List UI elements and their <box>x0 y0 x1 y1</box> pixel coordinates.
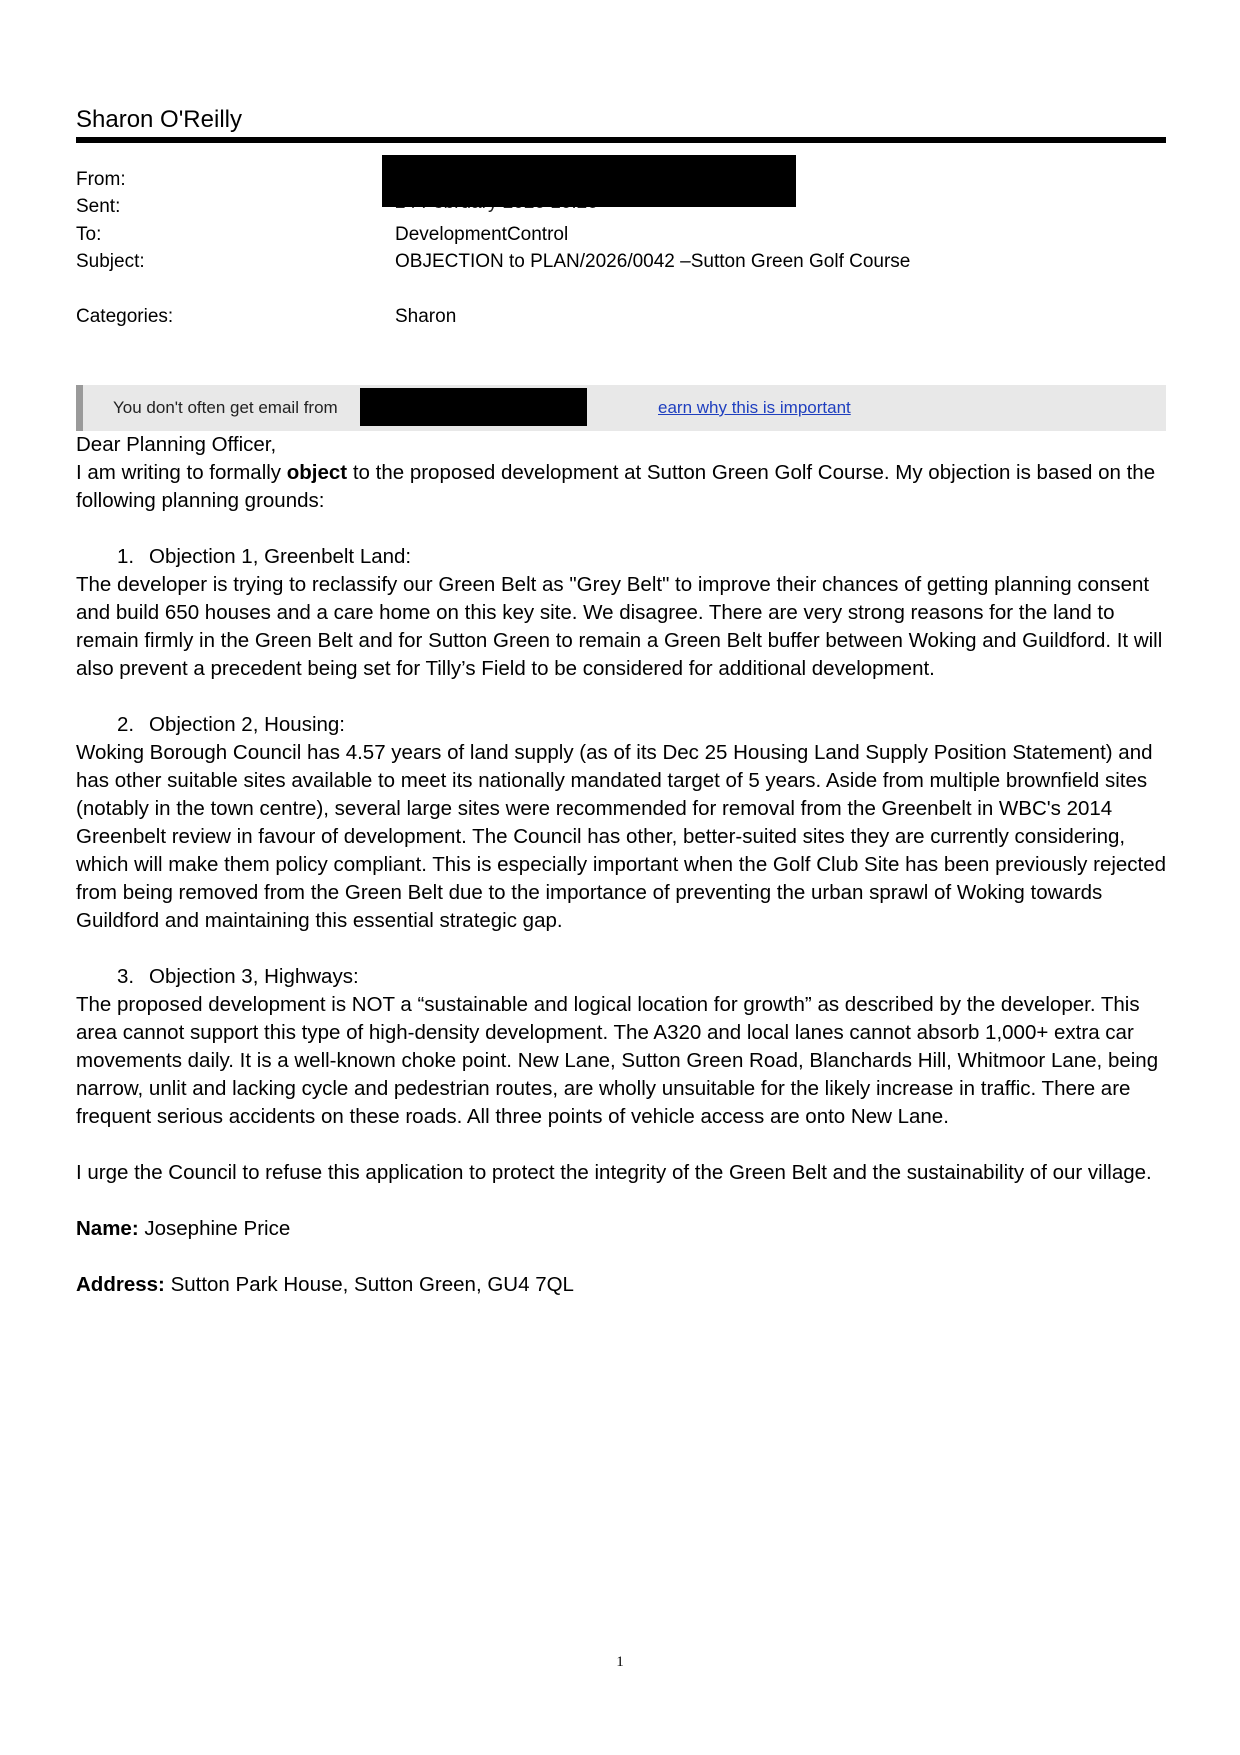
page-number: 1 <box>616 1654 624 1670</box>
redaction-block <box>360 388 587 426</box>
closing-paragraph: I urge the Council to refuse this application to protect the integrity of the Green Belt and the sustainability of our village. <box>76 1161 1152 1184</box>
banner-text: You don't often get email from <box>113 398 338 417</box>
categories-label: Categories: <box>76 306 174 327</box>
signature-name <box>76 1215 1171 1243</box>
intro-text: to the proposed development at Sutton Green Golf Course. My objection is based on the following planning grounds: <box>76 461 1156 512</box>
objection-heading: 1. Objection 1, Greenbelt Land: <box>117 545 412 568</box>
objection-heading: 3. Objection 3, Highways: <box>117 965 359 988</box>
objection-heading: 2. Objection 2, Housing: <box>117 713 346 736</box>
header-rule <box>76 137 1166 143</box>
email-body <box>76 431 1171 1299</box>
intro-text: I am writing to formally <box>76 461 282 484</box>
name-label: Name: <box>76 1217 139 1240</box>
objection-text: The developer is trying to reclassify our Green Belt as "Grey Belt" to improve their chances of getting planning consent and build 650 houses and a care home on this key site. We disagree. There are very strong reasons for the land to remain firmly in the Green Belt and for Sutton Green to remain a Green Belt buffer between Woking and Guildford. It will also prevent a precedent being set for Tilly’s Field to be considered for additional development. <box>76 573 1163 680</box>
salutation: Dear Planning Officer, <box>76 433 277 456</box>
to-value: DevelopmentControl <box>395 224 569 245</box>
external-sender-banner <box>76 385 1166 431</box>
signature-address <box>76 1271 1171 1299</box>
to-label: To: <box>76 224 102 245</box>
intro-bold-word: object <box>286 461 348 484</box>
address-value: Sutton Park House, Sutton Green, GU4 7QL <box>170 1273 574 1296</box>
categories-value: Sharon <box>395 306 457 327</box>
redaction-block <box>382 155 796 207</box>
learn-why-link[interactable]: earn why this is important <box>658 398 851 417</box>
objection-text: The proposed development is NOT a “sustainable and logical location for growth” as described by the developer. This area cannot support this type of high-density development. The A320 and local lanes cannot absorb 1,000+ extra car movements daily. It is a well-known choke point. New Lane, Sutton Green Road, Blanchards Hill, Whitmoor Lane, being narrow, unlit and lacking cycle and pedestrian routes, are wholly unsuitable for the likely increase in traffic. There are frequent serious accidents on these roads. All three points of vehicle access are onto New Lane. <box>76 993 1159 1128</box>
subject-value: OBJECTION to PLAN/2026/0042 –Sutton Green Golf Course <box>395 251 911 272</box>
from-label: From: <box>76 169 126 190</box>
name-value: Josephine Price <box>144 1217 291 1240</box>
objection-text: Woking Borough Council has 4.57 years of land supply (as of its Dec 25 Housing Land Supply Position Statement) and has other suitable sites available to meet its nationally mandated target of 5 years. Aside from multiple brownfield sites (notably in the town centre), several large sites were recommended for removal from the Greenbelt in WBC's 2014 Greenbelt review in favour of development. The Council has other, better-suited sites they are currently considering, which will make them policy compliant. This is especially important when the Golf Club Site has been previously rejected from being removed from the Green Belt due to the importance of preventing the urban sprawl of Woking towards Guildford and maintaining this essential strategic gap. <box>76 741 1167 932</box>
sent-label: Sent: <box>76 196 121 217</box>
intro-paragraph <box>76 459 1171 515</box>
sender-name: Sharon O'Reilly <box>76 106 242 133</box>
subject-label: Subject: <box>76 251 145 272</box>
address-label: Address: <box>76 1273 165 1296</box>
